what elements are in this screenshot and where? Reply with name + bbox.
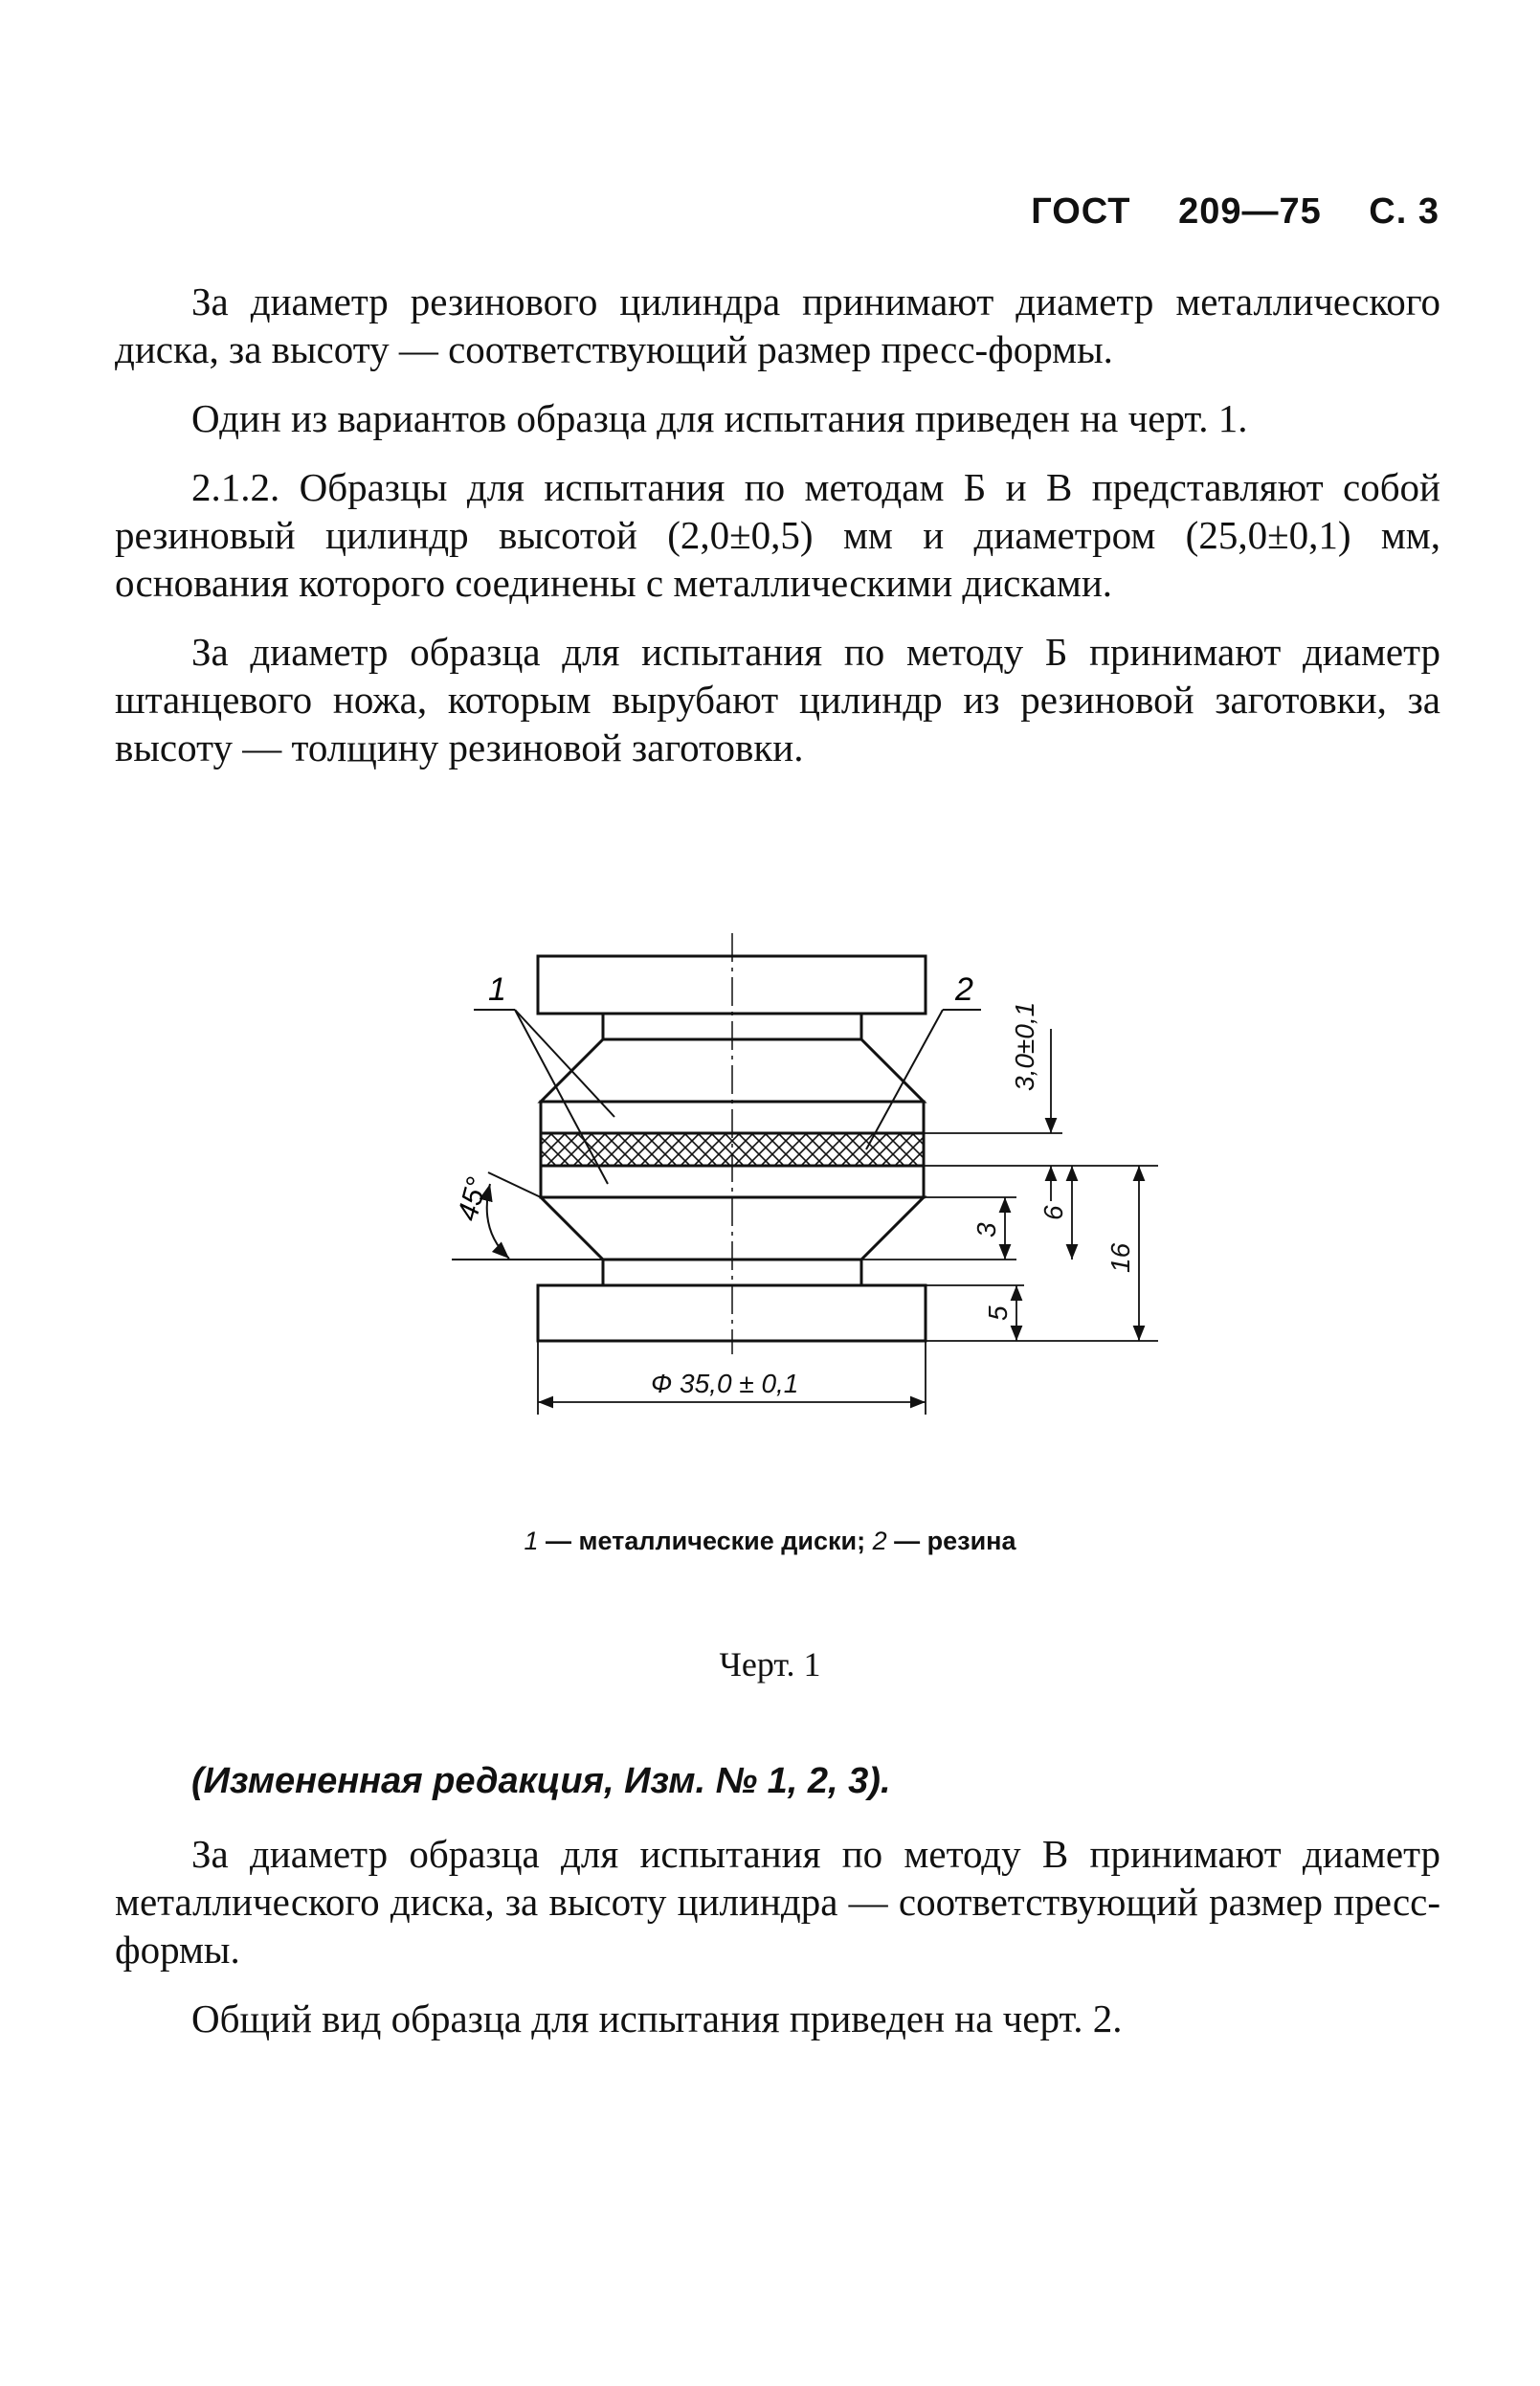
caption-num-2: 2 <box>872 1527 887 1555</box>
paragraph: За диаметр образца для испытания по методу В принимают диаметр металлического диска, за высоту цилиндра — соответствующий размер пресс-формы. <box>115 1832 1440 1972</box>
dim-diameter-label: Ф 35,0 ± 0,1 <box>651 1369 799 1398</box>
header-page: С. 3 <box>1369 191 1440 232</box>
paragraph: За диаметр образца для испытания по методу Б принимают диаметр штанцевого ножа, которым вырубают цилиндр из резиновой заготовки, за высоту — толщину резиновой заготовки. <box>115 630 1440 769</box>
page-header <box>994 191 1440 233</box>
paragraph: Один из вариантов образца для испытания приведен на черт. 1. <box>191 396 1248 440</box>
angle-arc <box>487 1184 509 1259</box>
figure-caption <box>0 1527 1540 1556</box>
dim-5-label: 5 <box>983 1305 1013 1321</box>
label-2: 2 <box>955 971 973 1008</box>
caption-text-1: — металлические диски; <box>538 1527 873 1555</box>
angle-label: 45° <box>451 1173 494 1225</box>
paragraph: 2.1.2. Образцы для испытания по методам Б и В представляют собой резиновый цилиндр высотой (2,0±0,5) мм и диаметром (25,0±0,1) мм, основания которого соединены с металлическими дисками. <box>115 465 1440 605</box>
dim-top-label: 3,0±0,1 <box>1010 1001 1039 1091</box>
header-gost: ГОСТ <box>1031 191 1131 232</box>
text-block-bottom <box>115 1830 1440 2063</box>
dim-3-label: 3 <box>971 1222 1001 1238</box>
paragraph: Общий вид образца для испытания приведен на черт. 2. <box>191 1996 1123 2040</box>
specimen-drawing <box>431 933 1158 1469</box>
dim-16-label: 16 <box>1105 1242 1135 1273</box>
amendment-note: (Измененная редакция, Изм. № 1, 2, 3). <box>191 1761 891 1801</box>
paragraph: За диаметр резинового цилиндра принимают диаметр металлического диска, за высоту — соответствующий размер пресс-формы. <box>115 279 1440 371</box>
header-number: 209—75 <box>1178 191 1322 232</box>
caption-num-1: 1 <box>524 1527 539 1555</box>
label-1: 1 <box>488 971 506 1008</box>
figure-number: Черт. 1 <box>719 1645 821 1684</box>
caption-text-2: — резина <box>886 1527 1016 1555</box>
dim-6-label: 6 <box>1038 1205 1068 1220</box>
text-block-top <box>115 278 1440 792</box>
